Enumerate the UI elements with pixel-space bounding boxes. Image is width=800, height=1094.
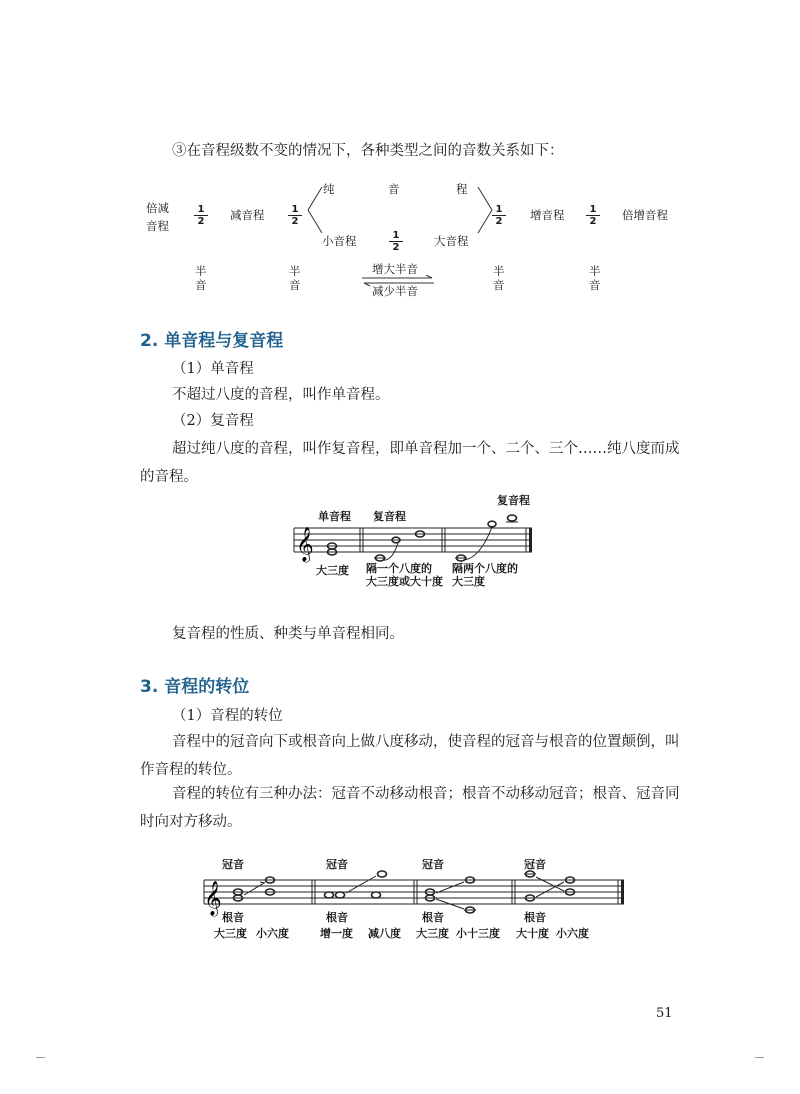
intro-text: ③在音程级数不变的情况下，各种类型之间的音数关系如下：	[172, 143, 564, 159]
caption-pair-3a: 大三度	[416, 927, 449, 940]
section-2-para-2: 超过纯八度的音程，叫作复音程，即单音程加一个、二个、三个……纯八度而成的音程。	[140, 441, 680, 485]
semitone-1: 半 音	[195, 264, 207, 292]
label-perfect-1: 纯	[323, 182, 335, 196]
semitone-2: 半 音	[289, 264, 301, 292]
label-bottom-note-1: 根音	[222, 911, 244, 924]
caption-pair-3b: 小十三度	[456, 927, 500, 940]
semitone-3: 半 音	[493, 264, 505, 292]
section-3-para-1: 音程中的冠音向下或根音向上做八度移动，使音程的冠音与根音的位置颠倒，叫作音程的转位。	[140, 734, 680, 778]
label-bottom-note-4: 根音	[524, 911, 546, 924]
staff-2-svg	[200, 868, 628, 918]
section-2-para-1: 不超过八度的音程，叫作单音程。	[172, 387, 390, 403]
semitone-4: 半 音	[589, 264, 601, 292]
crop-mark-right	[755, 1057, 764, 1058]
crop-mark-left	[36, 1057, 45, 1058]
label-augmented: 增音程	[530, 208, 565, 222]
label-bottom-note-2: 根音	[326, 911, 348, 924]
label-compound-1: 复音程	[373, 510, 406, 523]
caption-two-octaves-apart: 隔两个八度的 大三度	[452, 562, 518, 588]
fraction-2: $\frac{1}{2}$	[288, 204, 302, 227]
label-simple-interval: 单音程	[318, 510, 351, 523]
label-diminished: 减音程	[230, 208, 265, 222]
label-major: 大音程	[434, 234, 469, 248]
caption-pair-1b: 小六度	[256, 927, 289, 940]
section-2-para-3: 复音程的性质、种类与单音程相同。	[172, 626, 404, 642]
caption-pair-4b: 小六度	[556, 927, 589, 940]
caption-pair-1a: 大三度	[214, 927, 247, 940]
section-2-sub-2: （2）复音程	[172, 413, 254, 429]
fraction-1: $\frac{1}{2}$	[194, 204, 208, 227]
section-2-heading: 2. 单音程与复音程	[140, 331, 284, 351]
label-increase: 增大半音	[372, 262, 418, 276]
label-perfect-2: 音	[388, 182, 400, 196]
label-decrease: 减少半音	[372, 284, 418, 298]
label-minor: 小音程	[322, 234, 357, 248]
svg-text:𝄞: 𝄞	[296, 527, 314, 562]
fraction-4: $\frac{1}{2}$	[492, 204, 506, 227]
label-compound-2: 复音程	[497, 494, 530, 507]
label-doubly-diminished: 倍减 音程	[146, 201, 169, 233]
page-number: 51	[656, 1006, 673, 1021]
svg-text:𝄞: 𝄞	[204, 881, 222, 916]
label-top-note-4: 冠音	[524, 858, 546, 871]
caption-pair-4a: 大十度	[516, 927, 549, 940]
label-bottom-note-3: 根音	[422, 911, 444, 924]
label-doubly-augmented: 倍增音程	[622, 208, 668, 222]
fraction-3: $\frac{1}{2}$	[389, 230, 403, 253]
caption-major-third: 大三度	[316, 564, 349, 577]
section-3-heading: 3. 音程的转位	[140, 677, 250, 697]
caption-octave-apart: 隔一个八度的 大三度或大十度	[366, 562, 443, 588]
label-perfect-3: 程	[456, 182, 468, 196]
label-top-note-2: 冠音	[326, 858, 348, 871]
section-2-sub-1: （1）单音程	[172, 361, 254, 377]
section-3-para-2: 音程的转位有三种办法：冠音不动移动根音；根音不动移动冠音；根音、冠音同时向对方移动。	[140, 786, 680, 830]
label-top-note-1: 冠音	[222, 858, 244, 871]
caption-pair-2a: 增一度	[320, 927, 353, 940]
caption-pair-2b: 减八度	[368, 927, 401, 940]
fraction-5: $\frac{1}{2}$	[586, 204, 600, 227]
section-3-sub-1: （1）音程的转位	[172, 708, 283, 724]
label-top-note-3: 冠音	[422, 858, 444, 871]
